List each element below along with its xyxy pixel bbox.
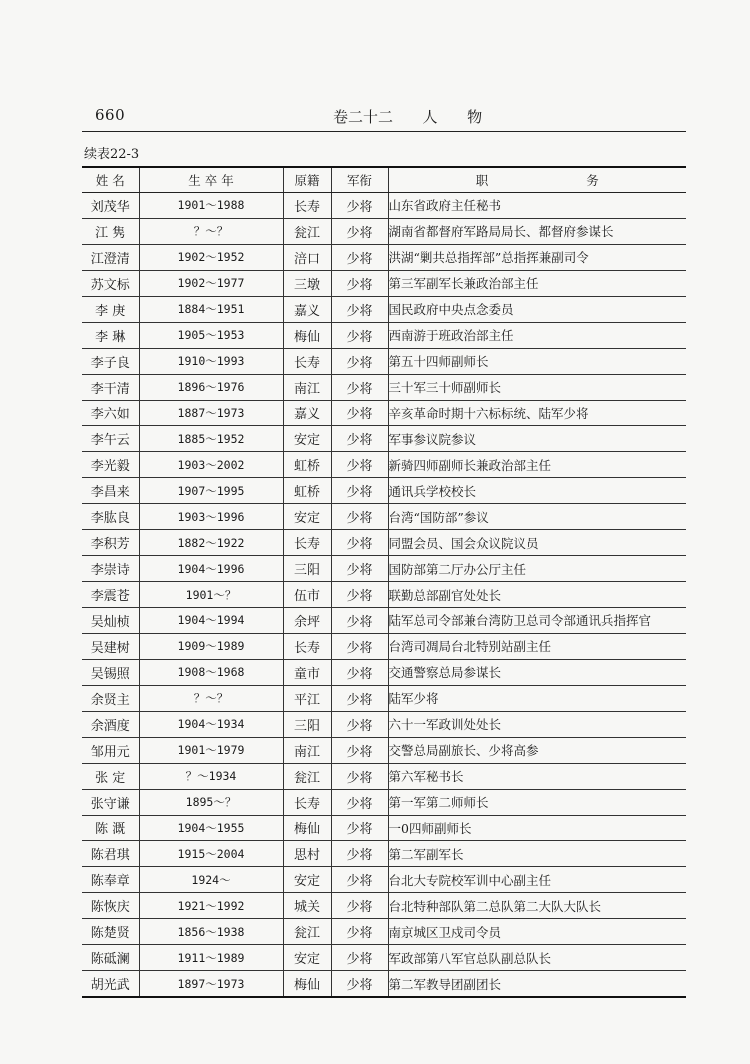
header-duty xyxy=(388,167,686,193)
table-row xyxy=(82,971,686,997)
cell-name: 余贤主 xyxy=(82,685,139,711)
cell-duty: 同盟会员、国会众议院议员 xyxy=(388,530,686,556)
cell-rank: 少将 xyxy=(331,737,388,763)
cell-origin: 安定 xyxy=(283,426,331,452)
table-row xyxy=(82,945,686,971)
table-row xyxy=(82,711,686,737)
table-row xyxy=(82,582,686,608)
table-body xyxy=(82,193,686,998)
cell-life: 1904～1955 xyxy=(139,815,283,841)
cell-life: 1856～1938 xyxy=(139,919,283,945)
cell-duty: 国防部第二厅办公厅主任 xyxy=(388,556,686,582)
cell-origin: 嘉义 xyxy=(283,400,331,426)
cell-rank: 少将 xyxy=(331,841,388,867)
cell-origin: 三阳 xyxy=(283,556,331,582)
table-caption: 续表22-3 xyxy=(84,147,140,162)
cell-name: 李 琳 xyxy=(82,322,139,348)
cell-name: 刘茂华 xyxy=(82,193,139,219)
cell-rank: 少将 xyxy=(331,270,388,296)
header-origin: 原籍 xyxy=(283,167,331,193)
cell-origin: 长寿 xyxy=(283,789,331,815)
cell-origin: 梅仙 xyxy=(283,815,331,841)
cell-rank: 少将 xyxy=(331,893,388,919)
cell-life: 1902～1952 xyxy=(139,244,283,270)
table-row xyxy=(82,633,686,659)
cell-rank: 少将 xyxy=(331,608,388,634)
table-row xyxy=(82,193,686,219)
cell-name: 江澄清 xyxy=(82,244,139,270)
cell-origin: 嘉义 xyxy=(283,296,331,322)
cell-name: 苏文标 xyxy=(82,270,139,296)
cell-duty: 辛亥革命时期十六标标统、陆军少将 xyxy=(388,400,686,426)
cell-name: 陈楚贤 xyxy=(82,919,139,945)
table-row xyxy=(82,348,686,374)
cell-name: 李积芳 xyxy=(82,530,139,556)
cell-life: 1895～？ xyxy=(139,789,283,815)
cell-name: 江 隽 xyxy=(82,218,139,244)
cell-life: 1901～1988 xyxy=(139,193,283,219)
table-row xyxy=(82,919,686,945)
cell-rank: 少将 xyxy=(331,867,388,893)
table-row xyxy=(82,270,686,296)
cell-name: 陈奉章 xyxy=(82,867,139,893)
cell-rank: 少将 xyxy=(331,218,388,244)
cell-name: 吴锡照 xyxy=(82,659,139,685)
cell-rank: 少将 xyxy=(331,374,388,400)
cell-name: 李光毅 xyxy=(82,452,139,478)
cell-origin: 长寿 xyxy=(283,348,331,374)
cell-rank: 少将 xyxy=(331,633,388,659)
cell-name: 李六如 xyxy=(82,400,139,426)
cell-rank: 少将 xyxy=(331,945,388,971)
table-row xyxy=(82,893,686,919)
cell-duty: 军事参议院参议 xyxy=(388,426,686,452)
cell-origin: 长寿 xyxy=(283,633,331,659)
cell-duty: 军政部第八军官总队副总队长 xyxy=(388,945,686,971)
cell-life: 1903～1996 xyxy=(139,504,283,530)
cell-rank: 少将 xyxy=(331,789,388,815)
cell-name: 吴建树 xyxy=(82,633,139,659)
table-row xyxy=(82,530,686,556)
cell-name: 李 庚 xyxy=(82,296,139,322)
cell-duty: 台湾司凋局台北特别站副主任 xyxy=(388,633,686,659)
cell-rank: 少将 xyxy=(331,244,388,270)
cell-name: 李干清 xyxy=(82,374,139,400)
cell-duty: 陆军少将 xyxy=(388,685,686,711)
cell-rank: 少将 xyxy=(331,815,388,841)
cell-rank: 少将 xyxy=(331,322,388,348)
cell-life: 1903～2002 xyxy=(139,452,283,478)
cell-life: 1901～1979 xyxy=(139,737,283,763)
table-row xyxy=(82,608,686,634)
cell-duty: 交通警察总局参谋长 xyxy=(388,659,686,685)
table-row xyxy=(82,867,686,893)
cell-duty: 台北大专院校军训中心副主任 xyxy=(388,867,686,893)
cell-name: 张守谦 xyxy=(82,789,139,815)
cell-origin: 瓮江 xyxy=(283,218,331,244)
cell-origin: 余坪 xyxy=(283,608,331,634)
cell-life: ？～1934 xyxy=(139,763,283,789)
table-row xyxy=(82,815,686,841)
cell-origin: 安定 xyxy=(283,867,331,893)
cell-origin: 童市 xyxy=(283,659,331,685)
cell-rank: 少将 xyxy=(331,971,388,997)
cell-name: 李崇诗 xyxy=(82,556,139,582)
table-row xyxy=(82,374,686,400)
table-row xyxy=(82,841,686,867)
cell-name: 李子良 xyxy=(82,348,139,374)
cell-life: 1887～1973 xyxy=(139,400,283,426)
cell-name: 李昌来 xyxy=(82,478,139,504)
cell-origin: 梅仙 xyxy=(283,971,331,997)
table-row xyxy=(82,478,686,504)
table-row xyxy=(82,296,686,322)
cell-name: 李午云 xyxy=(82,426,139,452)
cell-name: 陈君琪 xyxy=(82,841,139,867)
cell-name: 邹用元 xyxy=(82,737,139,763)
cell-rank: 少将 xyxy=(331,582,388,608)
table-row xyxy=(82,737,686,763)
cell-duty: 台湾“国防部”参议 xyxy=(388,504,686,530)
cell-origin: 南江 xyxy=(283,374,331,400)
cell-duty: 国民政府中央点念委员 xyxy=(388,296,686,322)
cell-duty: 洪湖“剿共总指挥部”总指挥兼副司令 xyxy=(388,244,686,270)
cell-rank: 少将 xyxy=(331,296,388,322)
cell-duty: 六十一军政训处处长 xyxy=(388,711,686,737)
table-row xyxy=(82,556,686,582)
cell-origin: 思村 xyxy=(283,841,331,867)
cell-duty: 第二军副军长 xyxy=(388,841,686,867)
cell-origin: 南江 xyxy=(283,737,331,763)
cell-life: 1896～1976 xyxy=(139,374,283,400)
cell-life: 1901～？ xyxy=(139,582,283,608)
cell-origin: 瓮江 xyxy=(283,763,331,789)
cell-name: 吴灿桢 xyxy=(82,608,139,634)
cell-duty: 第一军第二师师长 xyxy=(388,789,686,815)
cell-duty: 南京城区卫戍司令员 xyxy=(388,919,686,945)
cell-rank: 少将 xyxy=(331,452,388,478)
cell-duty: 山东省政府主任秘书 xyxy=(388,193,686,219)
cell-duty: 第三军副军长兼政治部主任 xyxy=(388,270,686,296)
cell-rank: 少将 xyxy=(331,426,388,452)
cell-origin: 三墩 xyxy=(283,270,331,296)
cell-duty: 联勤总部副官处处长 xyxy=(388,582,686,608)
cell-origin: 梅仙 xyxy=(283,322,331,348)
cell-duty: 通讯兵学校校长 xyxy=(388,478,686,504)
cell-duty: 新骑四师副师长兼政治部主任 xyxy=(388,452,686,478)
cell-rank: 少将 xyxy=(331,711,388,737)
header-name: 姓 名 xyxy=(82,167,139,193)
cell-life: 1910～1993 xyxy=(139,348,283,374)
table-header xyxy=(82,167,686,193)
table-row xyxy=(82,763,686,789)
cell-duty: 陆军总司令部兼台湾防卫总司令部通讯兵指挥官 xyxy=(388,608,686,634)
cell-origin: 虹桥 xyxy=(283,478,331,504)
cell-rank: 少将 xyxy=(331,556,388,582)
table-row xyxy=(82,400,686,426)
cell-life: 1904～1934 xyxy=(139,711,283,737)
cell-rank: 少将 xyxy=(331,530,388,556)
cell-life: 1911～1989 xyxy=(139,945,283,971)
cell-origin: 涪口 xyxy=(283,244,331,270)
cell-origin: 虹桥 xyxy=(283,452,331,478)
cell-duty: 第五十四师副师长 xyxy=(388,348,686,374)
table-row xyxy=(82,789,686,815)
cell-rank: 少将 xyxy=(331,348,388,374)
page-number: 660 xyxy=(95,106,126,124)
header-rank: 军衔 xyxy=(331,167,388,193)
cell-duty: 湖南省都督府军路局局长、都督府参谋长 xyxy=(388,218,686,244)
cell-life: 1882～1922 xyxy=(139,530,283,556)
cell-rank: 少将 xyxy=(331,193,388,219)
cell-rank: 少将 xyxy=(331,919,388,945)
table-row xyxy=(82,452,686,478)
cell-origin: 伍市 xyxy=(283,582,331,608)
cell-life: 1905～1953 xyxy=(139,322,283,348)
cell-origin: 城关 xyxy=(283,893,331,919)
cell-life: 1897～1973 xyxy=(139,971,283,997)
cell-duty: 一0四师副师长 xyxy=(388,815,686,841)
cell-rank: 少将 xyxy=(331,400,388,426)
cell-life: 1884～1951 xyxy=(139,296,283,322)
table-row xyxy=(82,244,686,270)
cell-life: 1908～1968 xyxy=(139,659,283,685)
cell-origin: 安定 xyxy=(283,504,331,530)
cell-life: 1885～1952 xyxy=(139,426,283,452)
cell-origin: 三阳 xyxy=(283,711,331,737)
cell-life: ？～？ xyxy=(139,685,283,711)
officer-table xyxy=(82,166,686,998)
cell-duty: 三十军三十师副师长 xyxy=(388,374,686,400)
header-row xyxy=(82,167,686,193)
header-life: 生 卒 年 xyxy=(139,167,283,193)
cell-origin: 瓮江 xyxy=(283,919,331,945)
cell-name: 李震苍 xyxy=(82,582,139,608)
cell-rank: 少将 xyxy=(331,504,388,530)
cell-rank: 少将 xyxy=(331,478,388,504)
cell-life: 1904～1996 xyxy=(139,556,283,582)
header-duty-char-1: 职 xyxy=(475,173,489,188)
cell-name: 余酒度 xyxy=(82,711,139,737)
table-row xyxy=(82,426,686,452)
cell-duty: 交警总局副旅长、少将高参 xyxy=(388,737,686,763)
cell-duty: 第六军秘书长 xyxy=(388,763,686,789)
cell-life: 1921～1992 xyxy=(139,893,283,919)
header-divider xyxy=(82,131,686,132)
table-row xyxy=(82,218,686,244)
cell-name: 陈恢庆 xyxy=(82,893,139,919)
table-row xyxy=(82,322,686,348)
cell-duty: 第二军教导团副团长 xyxy=(388,971,686,997)
header-duty-char-2: 务 xyxy=(586,173,599,188)
cell-rank: 少将 xyxy=(331,659,388,685)
cell-rank: 少将 xyxy=(331,685,388,711)
cell-name: 陈砥澜 xyxy=(82,945,139,971)
cell-origin: 长寿 xyxy=(283,530,331,556)
table-row xyxy=(82,504,686,530)
cell-rank: 少将 xyxy=(331,763,388,789)
cell-life: 1904～1994 xyxy=(139,608,283,634)
cell-origin: 平江 xyxy=(283,685,331,711)
cell-name: 陈 溉 xyxy=(82,815,139,841)
cell-duty: 台北特种部队第二总队第二大队大队长 xyxy=(388,893,686,919)
cell-life: ？～？ xyxy=(139,218,283,244)
cell-life: 1907～1995 xyxy=(139,478,283,504)
cell-life: 1902～1977 xyxy=(139,270,283,296)
cell-name: 李肱良 xyxy=(82,504,139,530)
cell-name: 胡光武 xyxy=(82,971,139,997)
cell-life: 1924～ xyxy=(139,867,283,893)
cell-duty: 西南游于班政治部主任 xyxy=(388,322,686,348)
table-row xyxy=(82,659,686,685)
running-header: 卷二十二 人 物 xyxy=(333,108,483,126)
table-row xyxy=(82,685,686,711)
cell-name: 张 定 xyxy=(82,763,139,789)
cell-origin: 安定 xyxy=(283,945,331,971)
cell-life: 1915～2004 xyxy=(139,841,283,867)
cell-life: 1909～1989 xyxy=(139,633,283,659)
cell-origin: 长寿 xyxy=(283,193,331,219)
